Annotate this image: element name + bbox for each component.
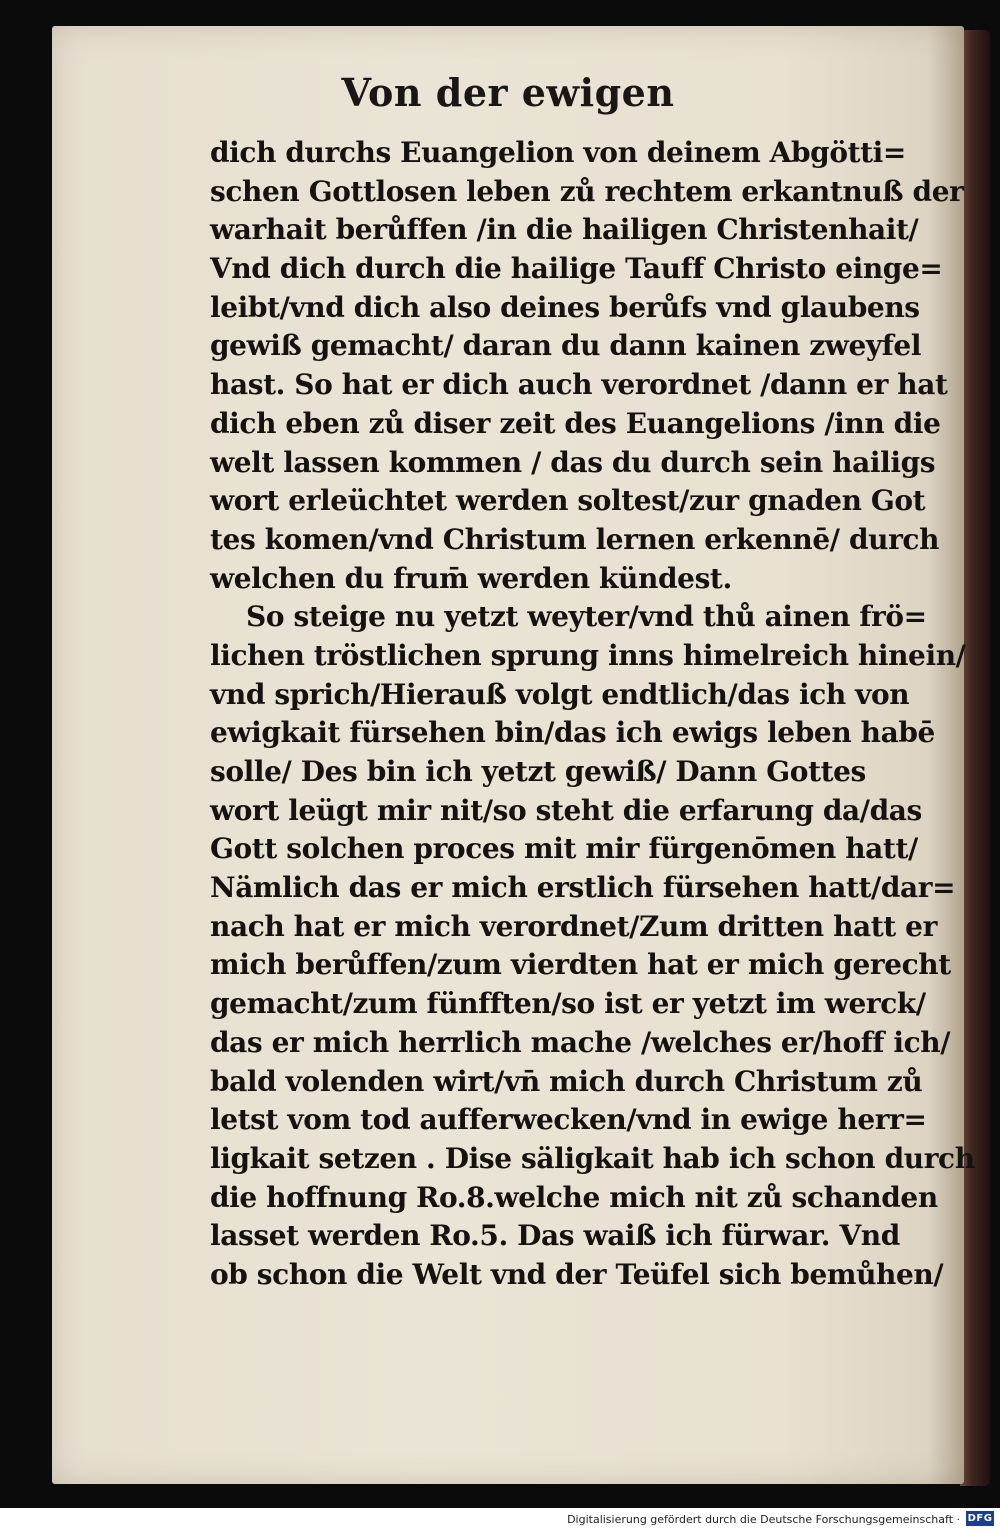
text-block [210, 134, 975, 1295]
text-line: Vnd dich durch die hailige Tauff Christo einge= [210, 252, 943, 286]
text-line: bald volenden wirt/vn̄ mich durch Christum zů [210, 1064, 923, 1098]
text-line: das er mich herrlich mache /welches er/hoff ich/ [210, 1025, 951, 1059]
text-line: gemacht/zum fünfften/so ist er yetzt im werck/ [210, 987, 926, 1021]
text-line: solle/ Des bin ich yetzt gewiß/ Dann Gottes [210, 755, 866, 788]
text-line: die hoffnung Ro.8.welche mich nit zů schanden [210, 1180, 938, 1214]
text-line: ob schon die Welt vnd der Teüfel sich bemůhen/ [210, 1257, 944, 1291]
text-line: dich eben zů diser zeit des Euangelions /inn die [210, 406, 941, 440]
text-line: tes komen/vnd Christum lernen erkennē/ durch [210, 522, 940, 556]
text-line: welchen du frum̄ werden kündest. [210, 561, 732, 595]
text-line: letst vom tod aufferwecken/vnd in ewige herr= [210, 1103, 927, 1137]
funding-credit: Digitalisierung gefördert durch die Deutsche Forschungsgemeinschaft · [567, 1513, 960, 1526]
text-line: leibt/vnd dich also deines berůfs vnd glaubens [210, 290, 920, 324]
text-line: warhait berůffen /in die hailigen Christenhait/ [210, 213, 919, 247]
text-line: dich durchs Euangelion von deinem Abgötti= [210, 136, 906, 169]
text-line: wort erleüchtet werden soltest/zur gnaden Got [210, 484, 926, 518]
book-page [52, 26, 975, 1484]
dfg-logo-icon: DFG [967, 1513, 993, 1524]
text-line: schen Gottlosen leben zů rechtem erkantnuß der [210, 174, 964, 208]
text-line: lichen tröstlichen sprung inns himelreich hinein/ [210, 638, 966, 672]
text-line: wort leügt mir nit/so steht die erfarung da/das [210, 793, 922, 827]
text-line: lasset werden Ro.5. Das waiß ich fürwar. Vnd [210, 1219, 900, 1253]
text-line: ligkait setzen . Dise säligkait hab ich schon durch [210, 1141, 975, 1175]
text-line: nach hat er mich verordnet/Zum dritten hatt er [210, 909, 937, 943]
text-line: gewiß gemacht/ daran du dann kainen zweyfel [210, 329, 922, 363]
text-line: welt lassen kommen / das du durch sein hailigs [210, 445, 936, 479]
text-line: ewigkait fürsehen bin/das ich ewigs leben habē [210, 716, 935, 750]
paragraph-start-line: So steige nu yetzt weyter/vnd thů ainen frö= [246, 600, 927, 634]
text-line: vnd sprich/Hierauß volgt endtlich/das ich von [210, 677, 910, 711]
text-line: mich berůffen/zum vierdten hat er mich gerecht [210, 948, 951, 982]
text-line: Gott solchen proces mit mir fürgenōmen hatt/ [210, 832, 918, 866]
text-line: Nämlich das er mich erstlich fürsehen hatt/dar= [210, 871, 956, 905]
text-line: hast. So hat er dich auch verordnet /dann er hat [210, 368, 948, 402]
running-head: Von der ewigen [341, 70, 675, 115]
